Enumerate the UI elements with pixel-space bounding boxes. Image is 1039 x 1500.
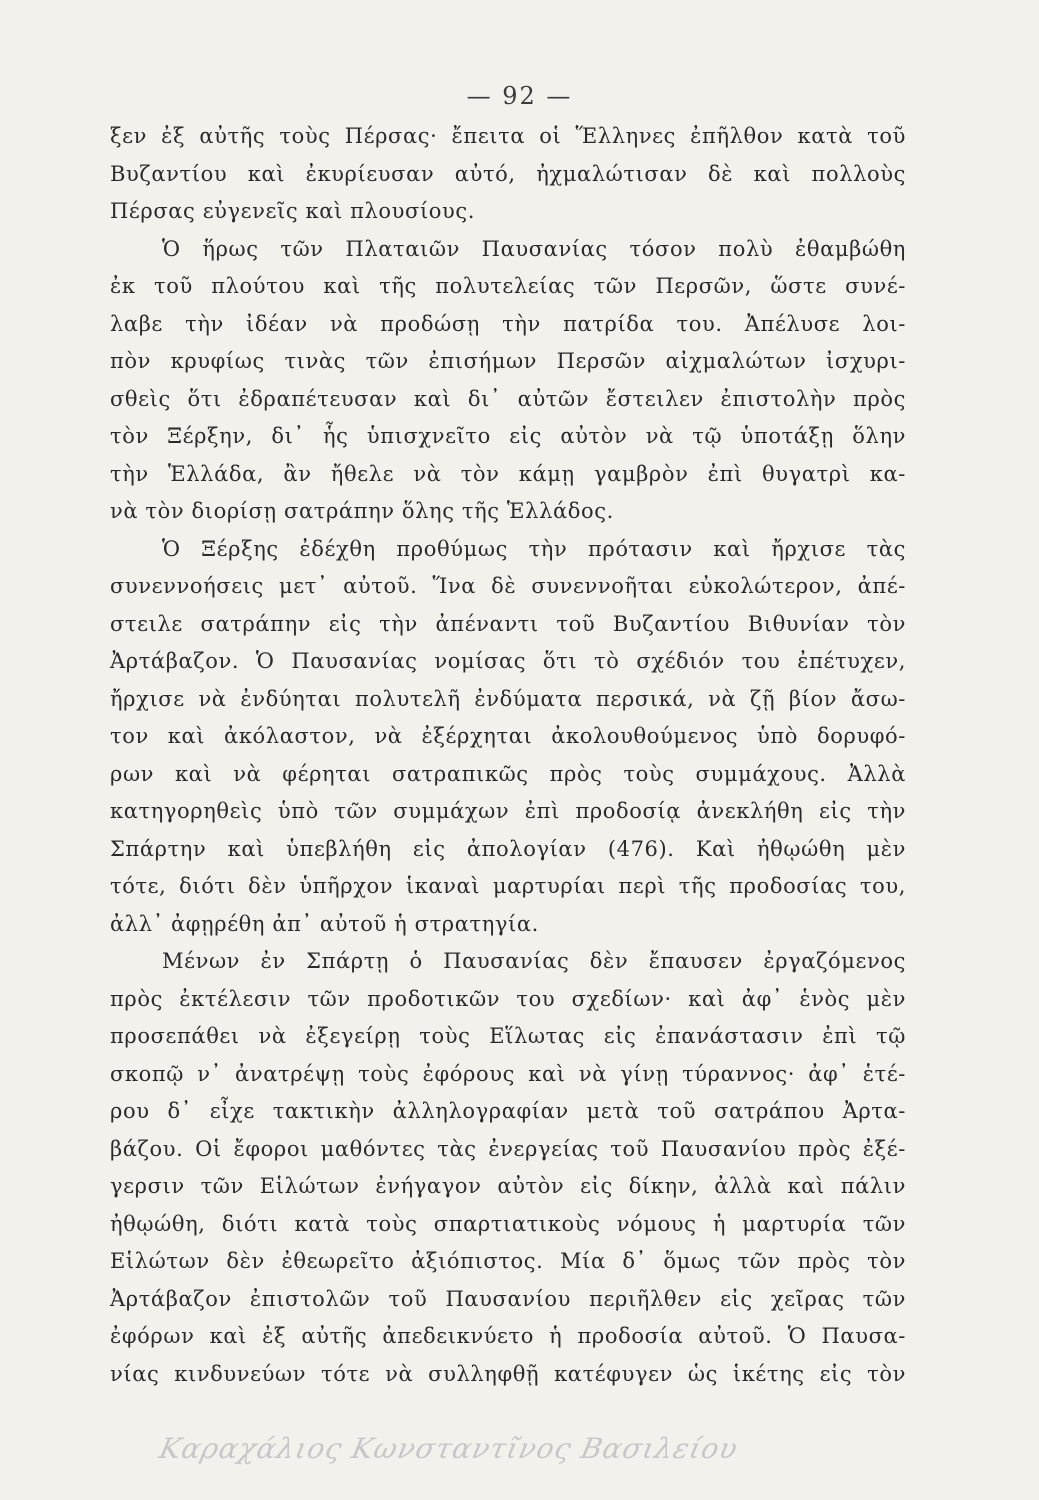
text-line: νὰ τὸν διορίσῃ σατράπην ὅλης τῆς Ἑλλάδος. xyxy=(110,499,614,523)
paragraph xyxy=(110,943,906,1393)
text-line: ἠθῳώθη, διότι κατὰ τοὺς σπαρτιατικοὺς νόμους ἡ μαρτυρία τῶν xyxy=(110,1211,906,1236)
text-line: σθεὶς ὅτι ἐδραπέτευσαν καὶ δι᾽ αὐτῶν ἔστειλεν ἐπιστολὴν πρὸς xyxy=(110,386,906,411)
text-line: σκοπῷ ν᾽ ἀνατρέψῃ τοὺς ἐφόρους καὶ νὰ γίνῃ τύραννος· ἀφ᾽ ἑτέ- xyxy=(110,1061,906,1086)
text-line: Ἀρτάβαζον ἐπιστολῶν τοῦ Παυσανίου περιῆλθεν εἰς χεῖρας τῶν xyxy=(110,1286,906,1311)
text-line: ἐφόρων καὶ ἐξ αὐτῆς ἀπεδεικνύετο ἡ προδοσία αὐτοῦ. Ὁ Παυσα- xyxy=(110,1324,906,1348)
text-line: τὴν Ἑλλάδα, ἂν ἤθελε νὰ τὸν κάμῃ γαμβρὸν ἐπὶ θυγατρὶ κα- xyxy=(110,461,906,486)
text-line: τον καὶ ἀκόλαστον, νὰ ἐξέρχηται ἀκολουθούμενος ὑπὸ δορυφό- xyxy=(110,724,906,748)
text-line: τὸν Ξέρξην, δι᾽ ἧς ὑπισχνεῖτο εἰς αὐτὸν νὰ τῷ ὑποτάξῃ ὅλην xyxy=(110,424,906,448)
paragraph xyxy=(110,531,906,944)
body-text xyxy=(110,118,906,1393)
signature-text: Καραχάλιος Κωνσταντῖνος Βασιλείου xyxy=(156,1432,742,1465)
text-line: ἀλλ᾽ ἀφῃρέθη ἀπ᾽ αὐτοῦ ἡ στρατηγία. xyxy=(110,911,539,936)
paragraph xyxy=(110,231,906,531)
text-line: Ἀρτάβαζον. Ὁ Παυσανίας νομίσας ὅτι τὸ σχέδιόν του ἐπέτυχεν, xyxy=(110,649,906,673)
text-line: Πέρσας εὐγενεῖς καὶ πλουσίους. xyxy=(110,199,476,223)
text-line: πρὸς ἐκτέλεσιν τῶν προδοτικῶν του σχεδίων· καὶ ἀφ᾽ ἑνὸς μὲν xyxy=(110,986,906,1011)
text-line: τότε, διότι δὲν ὑπῆρχον ἱκαναὶ μαρτυρίαι περὶ τῆς προδοσίας του, xyxy=(110,874,906,898)
text-line: Μένων ἐν Σπάρτῃ ὁ Παυσανίας δὲν ἔπαυσεν ἐργαζόμενος xyxy=(162,949,906,973)
text-line: ρου δ᾽ εἶχε τακτικὴν ἀλληλογραφίαν μετὰ τοῦ σατράπου Ἀρτα- xyxy=(110,1099,906,1123)
text-line: στειλε σατράπην εἰς τὴν ἀπέναντι τοῦ Βυζαντίου Βιθυνίαν τὸν xyxy=(110,611,906,636)
text-line: κατηγορηθεὶς ὑπὸ τῶν συμμάχων ἐπὶ προδοσίᾳ ἀνεκλήθη εἰς τὴν xyxy=(110,799,906,823)
handwritten-signature xyxy=(156,1418,790,1488)
text-line: Ὁ Ξέρξης ἐδέχθη προθύμως τὴν πρότασιν καὶ ἤρχισε τὰς xyxy=(162,536,906,561)
text-line: συνεννοήσεις μετ᾽ αὐτοῦ. Ἵνα δὲ συνεννοῆται εὐκολώτερον, ἀπέ- xyxy=(110,574,906,598)
text-line: ξεν ἐξ αὐτῆς τοὺς Πέρσας· ἔπειτα οἱ Ἕλληνες ἐπῆλθον κατὰ τοῦ xyxy=(110,124,906,148)
text-line: Βυζαντίου καὶ ἐκυρίευσαν αὐτό, ἠχμαλώτισαν δὲ καὶ πολλοὺς xyxy=(110,161,906,186)
text-line: ἐκ τοῦ πλούτου καὶ τῆς πολυτελείας τῶν Περσῶν, ὥστε συνέ- xyxy=(110,274,906,298)
text-line: νίας κινδυνεύων τότε νὰ συλληφθῇ κατέφυγεν ὡς ἱκέτης εἰς τὸν xyxy=(110,1361,906,1386)
text-line: γερσιν τῶν Εἱλώτων ἐνήγαγον αὐτὸν εἰς δίκην, ἀλλὰ καὶ πάλιν xyxy=(110,1174,906,1198)
text-line: βάζου. Οἱ ἔφοροι μαθόντες τὰς ἐνεργείας τοῦ Παυσανίου πρὸς ἐξέ- xyxy=(110,1136,906,1161)
text-line: Σπάρτην καὶ ὑπεβλήθη εἰς ἀπολογίαν (476). Καὶ ἠθῳώθη μὲν xyxy=(110,836,906,861)
text-line: προσεπάθει νὰ ἐξεγείρῃ τοὺς Εἵλωτας εἰς ἐπανάστασιν ἐπὶ τῷ xyxy=(110,1024,906,1048)
text-line: ρων καὶ νὰ φέρηται σατραπικῶς πρὸς τοὺς συμμάχους. Ἀλλὰ xyxy=(110,761,906,786)
page-number: — 92 — xyxy=(466,82,573,110)
text-line: πὸν κρυφίως τινὰς τῶν ἐπισήμων Περσῶν αἰχμαλώτων ἰσχυρι- xyxy=(110,349,906,373)
text-line: ἤρχισε νὰ ἐνδύηται πολυτελῆ ἐνδύματα περσικά, νὰ ζῇ βίον ἄσω- xyxy=(110,686,906,711)
text-line: λαβε τὴν ἰδέαν νὰ προδώσῃ τὴν πατρίδα του. Ἀπέλυσε λοι- xyxy=(110,311,906,336)
paragraph xyxy=(110,118,906,231)
text-line: Ὁ ἥρως τῶν Πλαταιῶν Παυσανίας τόσον πολὺ ἐθαμβώθη xyxy=(162,236,906,261)
text-line: Εἱλώτων δὲν ἐθεωρεῖτο ἀξιόπιστος. Μία δ᾽ ὅμως τῶν πρὸς τὸν xyxy=(110,1249,906,1273)
